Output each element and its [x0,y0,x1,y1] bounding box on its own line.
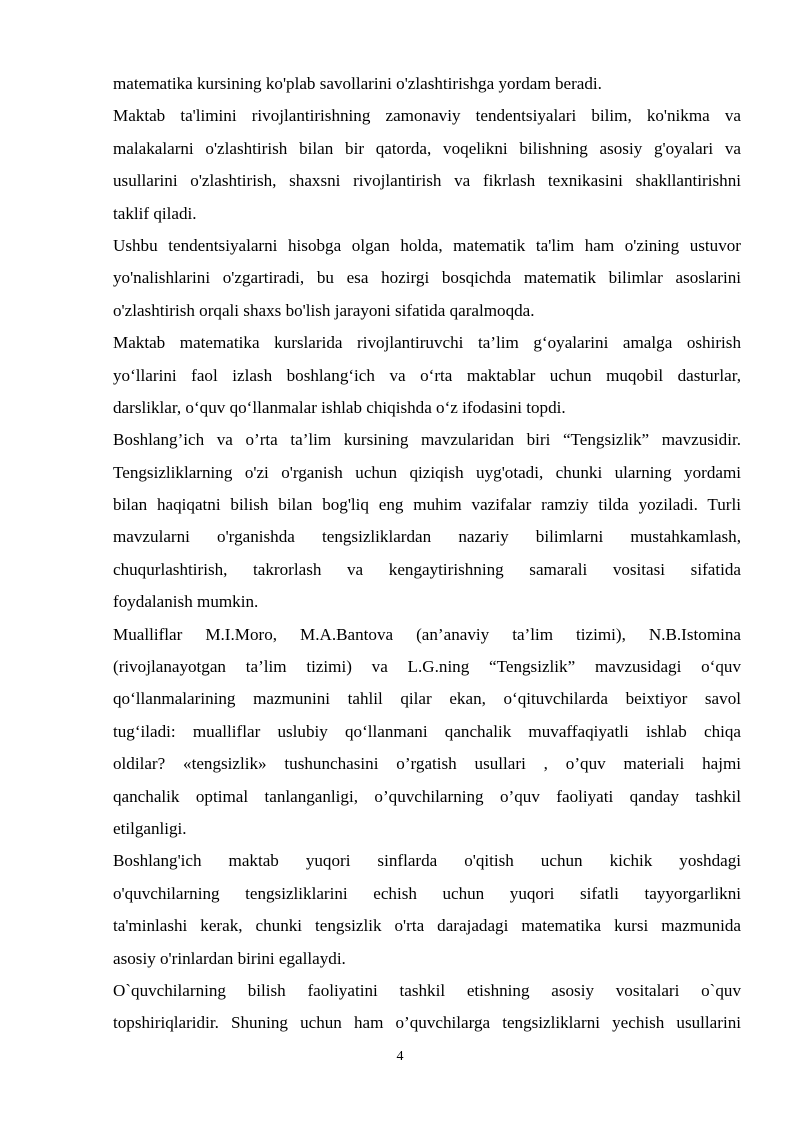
text-line: O`quvchilarning bilish faoliyatini tashkil etishning asosiy vositalari o`quv [113,980,741,1000]
text-line: usullarini o'zlashtirish, shaxsni rivojlantirish va fikrlash texnikasini shakllantirishni [113,171,741,191]
text-line: chuqurlashtirish, takrorlash va kengaytirishning samarali vositasi sifatida [113,559,741,579]
text-line: ta'minlashi kerak, chunki tengsizlik o'rta darajadagi matematika kursi mazmunida [113,916,741,936]
text-line: topshiriqlaridir. Shuning uchun ham o’quvchilarga tengsizliklarni yechish usullarini [113,1013,741,1033]
text-line: etilganligi. [113,818,187,838]
text-line: taklif qiladi. [113,203,197,223]
text-line: Maktab matematika kurslarida rivojlantiruvchi ta’lim g‘oyalarini amalga oshirish [113,333,741,353]
text-line: foydalanish mumkin. [113,592,259,612]
page-number: 4 [396,1049,404,1064]
text-line: Boshlang’ich va o’rta ta’lim kursining mavzularidan biri “Tengsizlik” mavzusidir. [113,430,741,450]
text-line: yo'nalishlarini o'zgartiradi, bu esa hozirgi bosqichda matematik bilimlar asoslarini [113,268,741,288]
text-line: bilan haqiqatni bilish bilan bog'liq eng muhim vazifalar ramziy tilda yoziladi. Turli [113,495,741,515]
text-line: qo‘llanmalarining mazmunini tahlil qilar ekan, o‘qituvchilarda beixtiyor savol [113,689,741,709]
text-line: o'quvchilarning tengsizliklarini echish uchun yuqori sifatli tayyorgarlikni [113,883,741,903]
text-line: Maktab ta'limini rivojlantirishning zamonaviy tendentsiyalari bilim, ko'nikma va [113,106,741,126]
text-line: darsliklar, o‘quv qo‘llanmalar ishlab chiqishda o‘z ifodasini topdi. [113,397,566,417]
text-line: qanchalik optimal tanlanganligi, o’quvchilarning o’quv faoliyati qanday tashkil [113,786,741,806]
text-line: Ushbu tendentsiyalarni hisobga olgan holda, matematik ta'lim ham o'zining ustuvor [113,235,741,255]
text-line: matematika kursining ko'plab savollarini o'zlashtirishga yordam beradi. [113,74,602,93]
text-line: asosiy o'rinlardan birini egallaydi. [113,948,346,968]
text-line: Tengsizliklarning o'zi o'rganish uchun qiziqish uyg'otadi, chunki ularning yordami [113,462,741,482]
text-line: (rivojlanayotgan ta’lim tizimi) va L.G.ning “Tengsizlik” mavzusidagi o‘quv [113,657,741,677]
text-line: o'zlashtirish orqali shaxs bo'lish jarayoni sifatida qaralmoqda. [113,300,535,320]
body-text [113,68,741,1040]
text-line: mavzularni o'rganishda tengsizliklardan nazariy bilimlarni mustahkamlash, [113,527,741,547]
text-line: Boshlang'ich maktab yuqori sinflarda o'qitish uchun kichik yoshdagi [113,851,741,871]
text-line: Mualliflar M.I.Moro, M.A.Bantova (an’anaviy ta’lim tizimi), N.B.Istomina [113,624,741,644]
text-line: malakalarni o'zlashtirish bilan bir qatorda, voqelikni bilishning asosiy g'oyalari va [113,138,741,158]
text-line: yo‘llarini faol izlash boshlang‘ich va o‘rta maktablar uchun muqobil dasturlar, [113,365,741,385]
text-line: tug‘iladi: mualliflar uslubiy qo‘llanmani qanchalik muvaffaqiyatli ishlab chiqa [113,721,741,741]
text-line: oldilar? «tengsizlik» tushunchasini o’rgatish usullari , o’quv materiali hajmi [113,754,741,774]
